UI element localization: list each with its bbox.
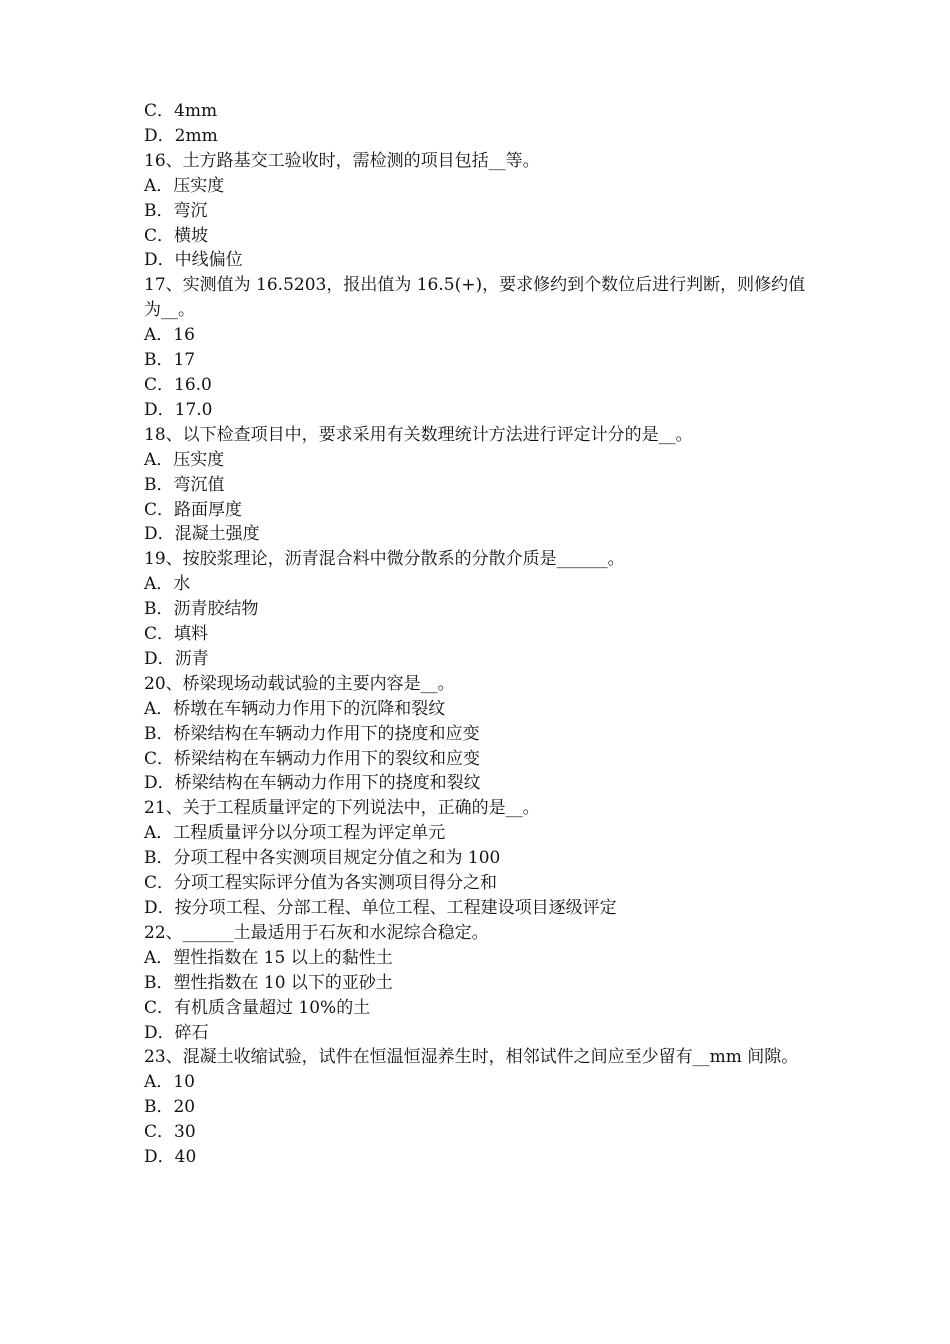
option-c: C．16.0 (144, 374, 212, 395)
option-d: D．沥青 (144, 648, 209, 669)
option-d: D．混凝土强度 (144, 524, 260, 545)
option-c: C．4mm (144, 101, 218, 121)
option-a: A．压实度 (144, 449, 225, 470)
option-b: B．塑性指数在 10 以下的亚砂土 (144, 972, 393, 993)
question-stem: 22、______土最适用于石灰和水泥综合稳定。 (144, 922, 489, 943)
question-19 (144, 547, 814, 672)
option-a: A．压实度 (144, 175, 225, 196)
question-stem: 19、按胶浆理论，沥青混合料中微分散系的分散介质是______。 (144, 549, 625, 570)
option-a: A．10 (144, 1072, 195, 1093)
option-d: D．17.0 (144, 399, 213, 420)
option-b: B．弯沉值 (144, 474, 225, 495)
question-stem: 17、实测值为 16.5203，报出值为 16.5(+)，要求修约到个数位后进行判断，则修约值为__。 (144, 275, 806, 321)
option-c: C．横坡 (144, 225, 209, 246)
option-b: B．20 (144, 1097, 196, 1118)
option-a: A．工程质量评分以分项工程为评定单元 (144, 823, 446, 844)
option-d: D．中线偏位 (144, 250, 243, 271)
question-stem: 18、以下检查项目中，要求采用有关数理统计方法进行评定计分的是__。 (144, 424, 693, 445)
question-stem: 23、混凝土收缩试验，试件在恒温恒湿养生时，相邻试件之间应至少留有__mm 间隙。 (144, 1047, 799, 1068)
option-a: A．塑性指数在 15 以上的黏性土 (144, 947, 393, 968)
question-stem: 16、土方路基交工验收时，需检测的项目包括__等。 (144, 150, 540, 171)
option-b: B．17 (144, 350, 196, 371)
question-18 (144, 423, 814, 548)
question-list (144, 99, 814, 1170)
option-b: B．沥青胶结物 (144, 599, 259, 620)
option-d: D．碎石 (144, 1022, 209, 1043)
option-c: C．分项工程实际评分值为各实测项目得分之和 (144, 873, 498, 894)
option-d: D．40 (144, 1147, 197, 1168)
question-stem: 21、关于工程质量评定的下列说法中，正确的是__。 (144, 798, 540, 819)
option-a: A．水 (144, 574, 191, 595)
option-b: B．桥梁结构在车辆动力作用下的挠度和应变 (144, 723, 480, 744)
option-c: C．填料 (144, 624, 209, 645)
option-d: D．按分项工程、分部工程、单位工程、工程建设项目逐级评定 (144, 898, 617, 918)
question-16 (144, 149, 814, 274)
question-22 (144, 921, 814, 1046)
question-17 (144, 273, 814, 422)
option-c: C．30 (144, 1122, 196, 1143)
question-23 (144, 1045, 814, 1170)
option-a: A．桥墩在车辆动力作用下的沉降和裂纹 (144, 698, 446, 719)
option-c: C．桥梁结构在车辆动力作用下的裂纹和应变 (144, 748, 481, 769)
option-a: A．16 (144, 325, 195, 346)
question-stem: 20、桥梁现场动载试验的主要内容是__。 (144, 673, 455, 694)
question-21 (144, 796, 814, 921)
option-d: D．2mm (144, 125, 218, 146)
option-d: D．桥梁结构在车辆动力作用下的挠度和裂纹 (144, 773, 481, 794)
previous-question-tail (144, 99, 814, 149)
option-c: C．有机质含量超过 10%的土 (144, 997, 371, 1018)
option-b: B．弯沉 (144, 200, 208, 221)
option-c: C．路面厚度 (144, 499, 243, 520)
question-20 (144, 672, 814, 797)
option-b: B．分项工程中各实测项目规定分值之和为 100 (144, 848, 501, 869)
